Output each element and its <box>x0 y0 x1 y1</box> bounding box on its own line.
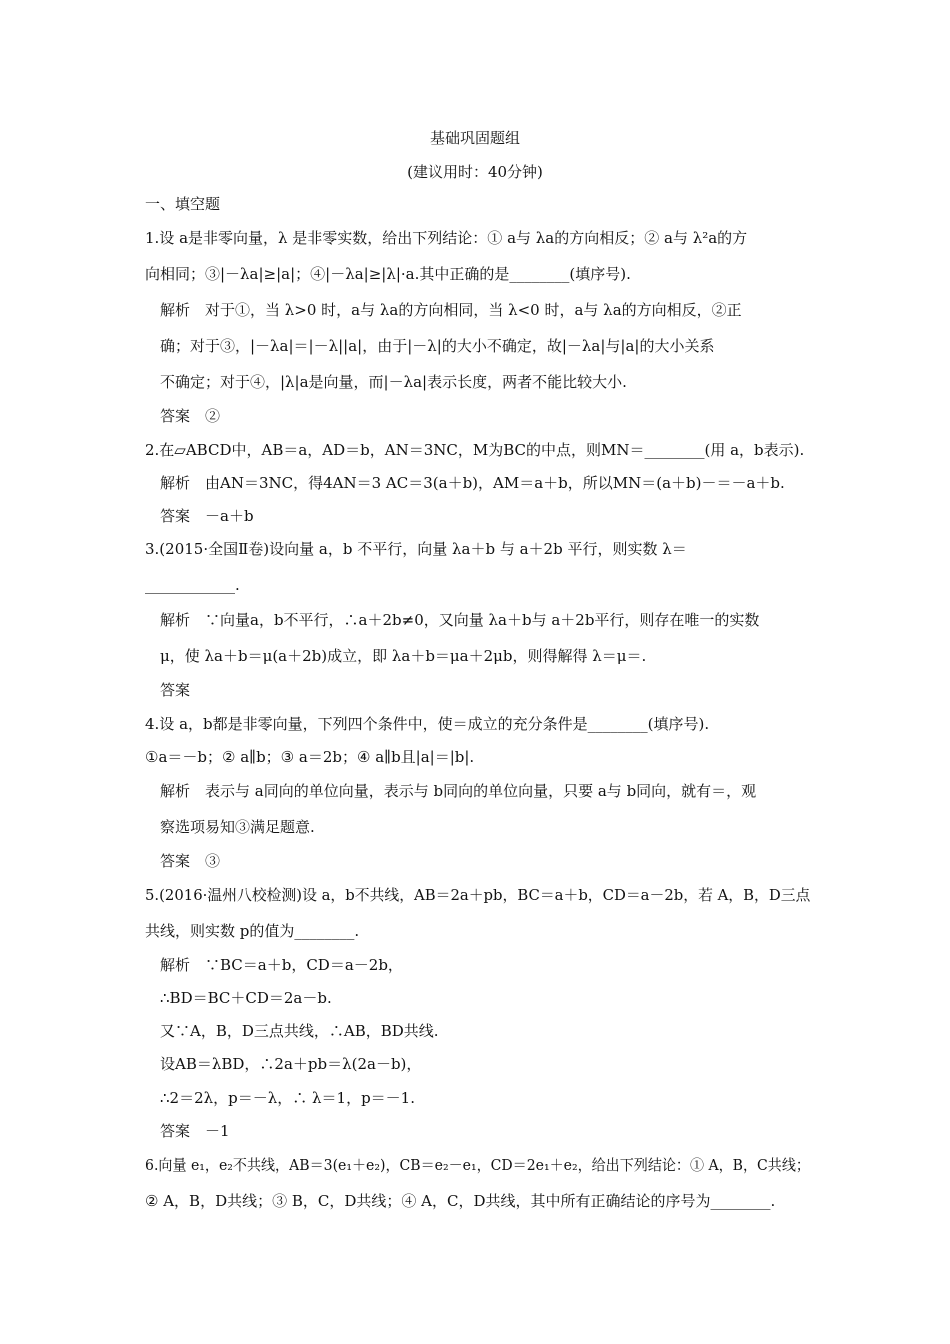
q1-line-1: 1.设 a是非零向量，λ 是非零实数，给出下列结论：① a与 λa的方向相反；② a与 λ²a的方 <box>145 229 748 247</box>
section-heading: 一、填空题 <box>145 195 221 213</box>
q2-answer: 答案 －a＋b <box>160 507 254 525</box>
q5-solution-1: 解析 ∵BC＝a＋b，CD＝a－2b， <box>160 956 403 974</box>
q5-solution-5: ∴2＝2λ，p＝－λ，∴ λ＝1，p＝－1. <box>160 1089 415 1107</box>
doc-subtitle: (建议用时：40分钟) <box>407 163 543 181</box>
q1-solution-3: 不确定；对于④，|λ|a是向量，而|－λa|表示长度，两者不能比较大小. <box>160 373 627 391</box>
q1-line-2: 向相同；③|－λa|≥|a|；④|－λa|≥|λ|·a.其中正确的是________(填序号). <box>145 265 631 283</box>
q4-line-2: ①a＝－b；② a∥b；③ a＝2b；④ a∥b且|a|＝|b|. <box>145 748 475 766</box>
q4-answer: 答案 ③ <box>160 852 221 870</box>
doc-title: 基础巩固题组 <box>429 129 520 147</box>
q4-solution-1: 解析 表示与 a同向的单位向量，表示与 b同向的单位向量，只要 a与 b同向，就有＝，观 <box>160 782 757 800</box>
q1-answer: 答案 ② <box>160 407 221 425</box>
q3-solution-2: μ，使 λa＋b＝μ(a＋2b)成立，即 λa＋b＝μa＋2μb，则得解得 λ＝μ＝. <box>160 647 647 665</box>
q5-line-1: 5.(2016·温州八校检测)设 a，b不共线，AB＝2a＋pb，BC＝a＋b，CD＝a－2b，若 A，B，D三点 <box>145 886 811 904</box>
q3-line-1: 3.(2015·全国Ⅱ卷)设向量 a，b 不平行，向量 λa＋b 与 a＋2b 平行，则实数 λ＝ <box>145 540 687 558</box>
q5-solution-2: ∴BD＝BC＋CD＝2a－b. <box>160 989 332 1007</box>
q6-line-2: ② A，B，D共线；③ B，C，D共线；④ A，C，D共线，其中所有正确结论的序号为________. <box>145 1192 776 1210</box>
q5-answer: 答案 －1 <box>160 1122 230 1140</box>
q6-line-1: 6.向量 e₁，e₂不共线，AB＝3(e₁＋e₂)，CB＝e₂－e₁，CD＝2e₁＋e₂，给出下列结论：① A，B，C共线； <box>145 1156 810 1174</box>
q2-solution: 解析 由AN＝3NC，得4AN＝3 AC＝3(a＋b)，AM＝a＋b，所以MN＝(a＋b)－＝－a＋b. <box>160 474 785 492</box>
q3-answer: 答案 <box>160 681 191 699</box>
q5-solution-3: 又∵A，B，D三点共线，∴AB，BD共线. <box>160 1022 439 1040</box>
q4-solution-2: 察选项易知③满足题意. <box>160 818 315 836</box>
q4-line-1: 4.设 a，b都是非零向量，下列四个条件中，使＝成立的充分条件是________(填序号). <box>145 715 710 733</box>
q2-line-1: 2.在▱ABCD中，AB＝a，AD＝b，AN＝3NC，M为BC的中点，则MN＝________(用 a，b表示). <box>145 441 805 459</box>
q3-solution-1: 解析 ∵向量a，b不平行，∴a＋2b≠0，又向量 λa＋b与 a＋2b平行，则存在唯一的实数 <box>160 611 760 629</box>
q1-solution-2: 确；对于③，|－λa|＝|－λ||a|，由于|－λ|的大小不确定，故|－λa|与|a|的大小关系 <box>160 337 715 355</box>
q3-line-2: ____________. <box>145 576 240 594</box>
q1-solution-1: 解析 对于①，当 λ>0 时，a与 λa的方向相同，当 λ<0 时，a与 λa的方向相反，②正 <box>160 301 742 319</box>
q5-line-2: 共线，则实数 p的值为________. <box>145 922 360 940</box>
q5-solution-4: 设AB＝λBD，∴2a＋pb＝λ(2a－b)， <box>160 1055 422 1073</box>
